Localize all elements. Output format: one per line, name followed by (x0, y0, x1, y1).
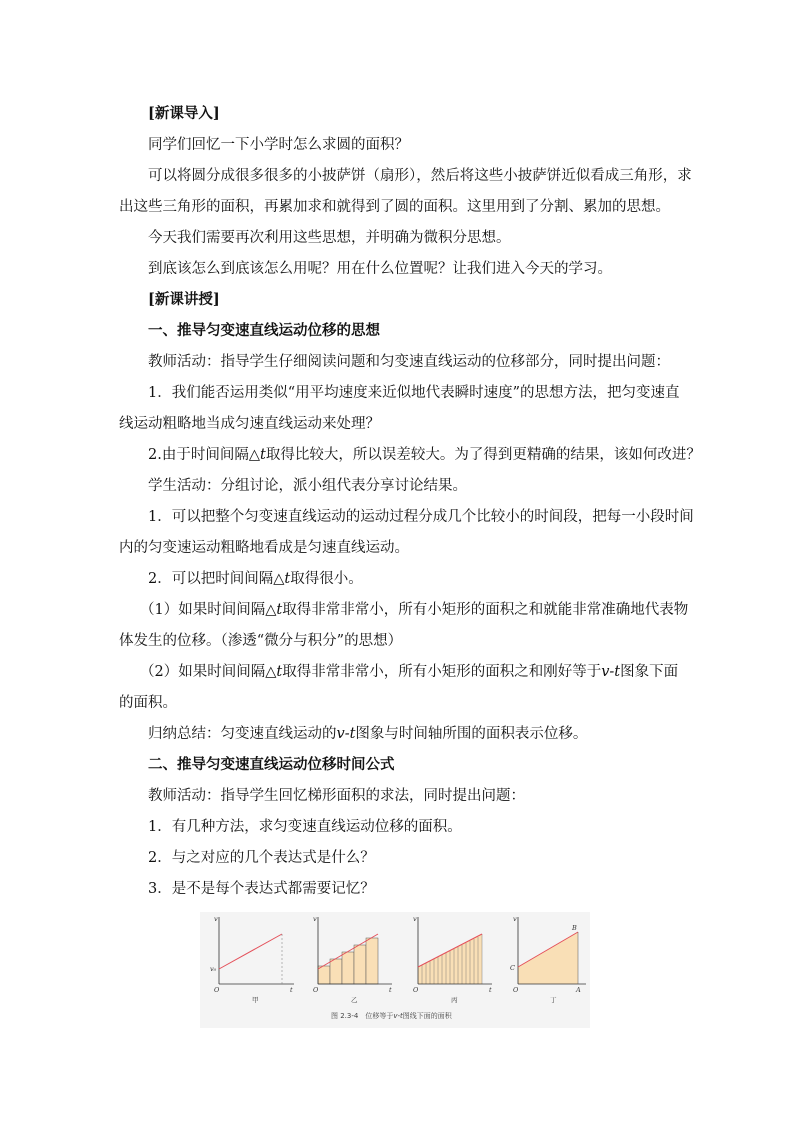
variable-t: t (276, 664, 283, 680)
axis-t-label: t (489, 986, 492, 994)
text-span: 图象下面 (620, 664, 679, 680)
teach-section-heading: [新课讲授] (148, 291, 220, 308)
point-a-label: A (576, 986, 581, 994)
panel-label: 丁 (550, 996, 557, 1004)
subsection-heading-1: 一、推导匀变速直线运动位移的思想 (148, 322, 380, 339)
paragraph-line: 的面积。 (119, 695, 177, 711)
figure-svg (200, 912, 590, 1028)
paragraph-line (148, 445, 701, 465)
paragraph-line: 出这些三角形的面积，再累加求和就得到了圆的面积。这里用到了分割、累加的思想。 (119, 199, 670, 215)
origin-label: O (214, 986, 220, 994)
paragraph-line: 到底该怎么到底该怎么用呢？用在什么位置呢？让我们进入今天的学习。 (148, 261, 612, 277)
paragraph-line: 3．是不是每个表达式都需要记忆？ (148, 881, 375, 897)
figure-caption (331, 1011, 453, 1020)
caption-vt: v-t (393, 1012, 403, 1020)
variable-vt: v-t (336, 726, 356, 742)
paragraph-line: 教师活动：指导学生仔细阅读问题和匀变速直线运动的位移部分，同时提出问题： (148, 354, 670, 370)
point-b-label: B (572, 924, 577, 932)
text-span: （1）如果时间间隔△ (140, 602, 277, 618)
axis-v-label: v (413, 915, 417, 923)
variable-t: t (276, 602, 283, 618)
text-span: 2.由于时间间隔△ (148, 447, 260, 463)
paragraph-line (140, 600, 688, 620)
paragraph-line: 1．可以把整个匀变速直线运动的运动过程分成几个比较小的时间段，把每一小段时间 (148, 509, 694, 525)
text-span: 2．可以把时间间隔△ (148, 571, 285, 587)
intro-section-heading: [新课导入] (148, 105, 220, 122)
axis-v-label: v (513, 915, 517, 923)
paragraph-line (148, 724, 587, 744)
origin-label: O (313, 986, 319, 994)
caption-prefix: 图 2.3-4 位移等于 (331, 1012, 394, 1020)
step-rect (318, 966, 330, 984)
paragraph-line: 内的匀变速运动粗略地看成是匀速直线运动。 (119, 540, 409, 556)
paragraph-line: 教师活动：指导学生回忆梯形面积的求法，同时提出问题： (148, 788, 525, 804)
subsection-heading-2: 二、推导匀变速直线运动位移时间公式 (148, 756, 395, 773)
panel-yi (313, 915, 392, 1004)
text-span: 取得比较大，所以误差较大。为了得到更精确的结果，该如何改进？ (265, 447, 701, 463)
area-fill (518, 932, 578, 984)
panel-ding (510, 915, 586, 1004)
axis-t-label: t (290, 986, 293, 994)
paragraph-line (140, 662, 678, 682)
text-span: 取得非常非常小，所有小矩形的面积之和刚好等于 (282, 664, 602, 680)
text-span: 图象与时间轴所围的面积表示位移。 (355, 726, 588, 742)
step-rect (366, 938, 378, 984)
panel-label: 甲 (252, 996, 259, 1004)
paragraph-line: 2．与之对应的几个表达式是什么？ (148, 850, 375, 866)
point-c-label: C (510, 964, 515, 972)
axis-t-label: t (389, 986, 392, 994)
paragraph-line: 体发生的位移。（渗透“微分与积分”的思想） (119, 633, 403, 649)
step-rect (330, 959, 342, 984)
vt-area-figure (200, 912, 590, 1028)
paragraph-line: 今天我们需要再次利用这些思想，并明确为微积分思想。 (148, 230, 511, 246)
panel-label: 丙 (451, 996, 458, 1004)
caption-suffix: 图线下面的面积 (402, 1012, 452, 1020)
paragraph-line: 同学们回忆一下小学时怎么求圆的面积？ (148, 137, 409, 153)
paragraph-line: 1．有几种方法，求匀变速直线运动位移的面积。 (148, 819, 462, 835)
panel-label: 乙 (351, 996, 358, 1004)
velocity-line (219, 934, 282, 969)
paragraph-line: 可以将圆分成很多很多的小披萨饼（扇形），然后将这些小披萨饼近似看成三角形，求 (148, 168, 692, 184)
variable-t: t (260, 447, 266, 463)
paragraph-line: 线运动粗略地当成匀速直线运动来处理？ (119, 416, 380, 432)
v0-label: v₀ (210, 965, 217, 973)
axis-v-label: v (313, 915, 317, 923)
text-span: 归纳总结：匀变速直线运动的 (148, 726, 337, 742)
step-rect (342, 952, 354, 984)
paragraph-line (148, 569, 363, 589)
panel-bing (413, 915, 492, 1004)
text-span: 取得非常非常小，所有小矩形的面积之和就能非常准确地代表物 (282, 602, 689, 618)
variable-vt: v-t (601, 664, 621, 680)
text-span: 取得很小。 (290, 571, 363, 587)
origin-label: O (513, 986, 519, 994)
origin-label: O (413, 986, 419, 994)
paragraph-line: 1．我们能否运用类似“用平均速度来近似地代表瞬时速度”的思想方法，把匀变速直 (148, 385, 680, 401)
axis-v-label: v (214, 915, 218, 923)
variable-t: t (284, 571, 291, 587)
text-span: （2）如果时间间隔△ (140, 664, 277, 680)
step-rect (354, 945, 366, 984)
paragraph-line: 学生活动：分组讨论，派小组代表分享讨论结果。 (148, 478, 467, 494)
panel-jia (210, 915, 294, 1004)
